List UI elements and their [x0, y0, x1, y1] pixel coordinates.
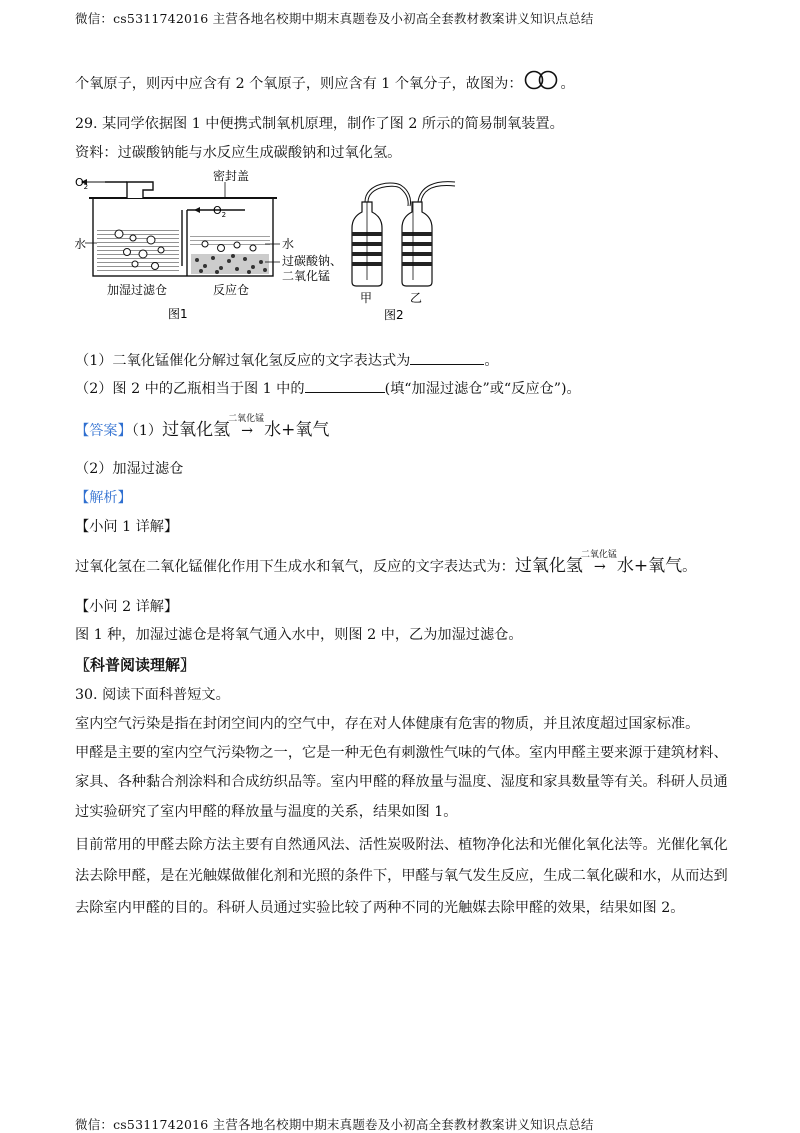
q30-stem: 30. 阅读下面科普短文。: [75, 687, 230, 703]
q29-sub2-pre: （2）图 2 中的乙瓶相当于图 1 中的: [75, 381, 305, 397]
q30-p3-line3: 去除室内甲醛的目的。科研人员通过实验比较了两种不同的光触媒去除甲醛的效果，结果如图 2。: [75, 900, 685, 916]
small1-left: 过氧化氢: [514, 556, 583, 576]
analysis-tag: 【解析】: [75, 490, 132, 506]
oxygen-molecule-icon: [523, 70, 561, 92]
fig1-reagent-label-2: 二氧化锰: [282, 269, 331, 283]
q29-sub1: [75, 350, 499, 371]
q29-info: 资料：过碳酸钠能与水反应生成碳酸钠和过氧化氢。: [75, 145, 402, 161]
continuation-end: 。: [560, 76, 575, 92]
fig1-water-left-label: 水: [75, 237, 87, 251]
fig1-caption: 图1: [168, 307, 188, 321]
answer1-catalyst: 二氧化锰: [228, 414, 265, 424]
q29-sub1-end: 。: [484, 353, 499, 369]
q29-sub2-post: (填“加湿过滤仓”或“反应仓”)。: [384, 381, 581, 397]
fig2-bottle-a-label: 甲: [360, 291, 373, 305]
fig1-chamber-right-label: 反应仓: [213, 283, 250, 297]
answer1-num: （1）: [131, 423, 163, 439]
small1-body: [75, 550, 697, 577]
q29-sub1-blank: [410, 350, 484, 365]
q30-p3-line1: 目前常用的甲醛去除方法主要有自然通风法、活性炭吸附法、植物净化法和光催化氧化法等。光催化氧化: [75, 837, 728, 853]
q30-p2-line1: 甲醛是主要的室内空气污染物之一，它是一种无色有刺激性气味的气体。室内甲醛主要来源于建筑材料、: [75, 745, 728, 761]
q29-sub2: [75, 378, 581, 399]
fig2-caption: 图2: [384, 308, 404, 322]
fig2-bottle-b-label: 乙: [410, 291, 423, 305]
small1-arrow: 二氧化锰 →: [583, 557, 617, 577]
q29-stem: 29. 某同学依据图 1 中便携式制氧机原理，制作了图 2 所示的简易制氧装置。: [75, 116, 564, 132]
fig1-reagent-label-1: 过碳酸钠、: [282, 254, 343, 268]
fig1-water-right-label: 水: [282, 237, 295, 251]
figure-2: [340, 176, 460, 326]
small2-title: 【小问 2 详解】: [75, 599, 179, 615]
small1-right: 水+氧气: [616, 556, 683, 576]
q30-p2-line3: 过实验研究了室内甲醛的释放量与温度的关系，结果如图 1。: [75, 804, 458, 820]
q29-answer-2: （2）加湿过滤仓: [75, 461, 184, 477]
answer1-right: 水+氧气: [264, 420, 330, 440]
q30-p3-line2: 法去除甲醛，是在光触媒做催化剂和光照的条件下，甲醛与氧气发生反应，生成二氧化碳和水，从而达到: [75, 868, 728, 884]
small2-text: 图 1 种，加湿过滤仓是将氧气通入水中，则图 2 中，乙为加湿过滤仓。: [75, 627, 523, 643]
page-footer: 微信：cs5311742016 主营各地名校期中期末真题卷及小初高全套教材教案讲义知识点总结: [75, 1117, 594, 1132]
small1-catalyst: 二氧化锰: [580, 550, 617, 560]
q30-p2-line2: 家具、各种黏合剂涂料和合成纺织品等。室内甲醛的释放量与温度、湿度和家具数量等有关。科研人员通: [75, 774, 728, 790]
small1-text: 过氧化氢在二氧化锰催化作用下生成水和氧气，反应的文字表达式为：: [75, 559, 515, 575]
small1-end: 。: [682, 559, 697, 575]
q29-answer-1: [75, 414, 330, 441]
section-title: 〖科普阅读理解〗: [75, 656, 196, 674]
q30-p1: 室内空气污染是指在封闭空间内的空气中，存在对人体健康有危害的物质，并且浓度超过国家标准。: [75, 716, 700, 732]
fig1-lid-label: 密封盖: [213, 169, 250, 183]
figure-2-drawing: [340, 176, 460, 326]
page-header: 微信：cs5311742016 主营各地名校期中期末真题卷及小初高全套教材教案讲义知识点总结: [75, 11, 594, 26]
answer1-arrow: 二氧化锰 →: [230, 421, 264, 441]
fig1-chamber-left-label: 加湿过滤仓: [107, 283, 168, 297]
answer-tag: 【答案】: [75, 423, 132, 439]
figure-1-drawing: [75, 168, 365, 323]
fig1-o2-out-label: $O_2$: [75, 176, 89, 191]
q29-sub2-blank: [305, 378, 385, 393]
continuation-line: [75, 70, 575, 94]
q29-sub1-text: （1）二氧化锰催化分解过氧化氢反应的文字表达式为: [75, 353, 411, 369]
continuation-text: 个氧原子，则丙中应含有 2 个氧原子，则应含有 1 个氧分子，故图为：: [75, 76, 523, 92]
answer1-left: 过氧化氢: [162, 420, 231, 440]
small1-title: 【小问 1 详解】: [75, 519, 179, 535]
fig1-o2-in-label: $O_2$: [213, 204, 227, 219]
figure-1: [75, 168, 365, 323]
